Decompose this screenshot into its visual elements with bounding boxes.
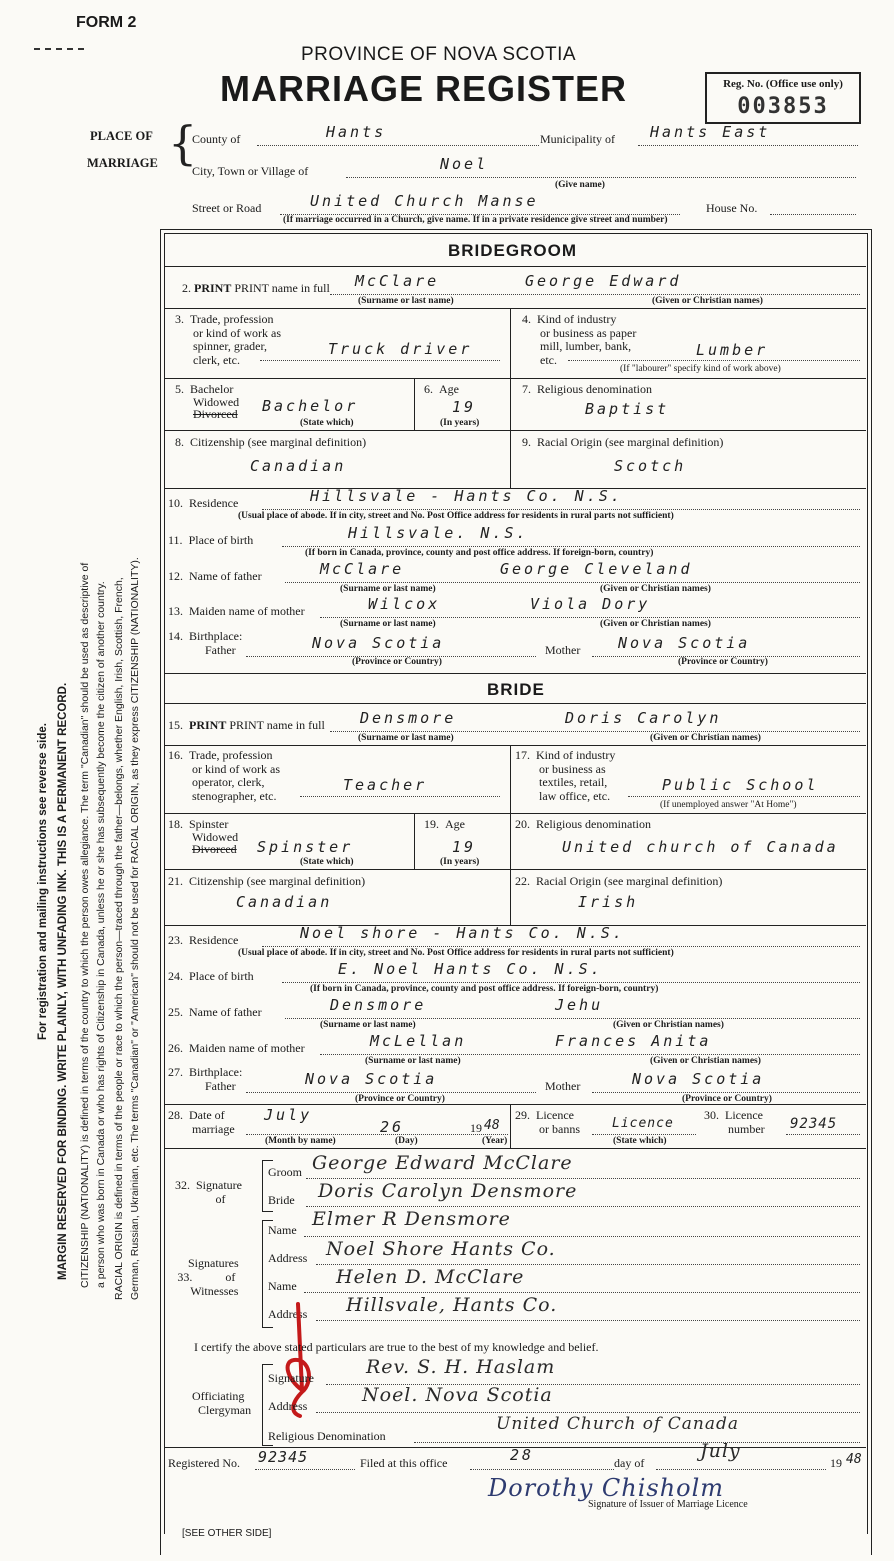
groom-religion-label: 7. Religious denomination bbox=[522, 382, 652, 396]
mother-given-note: (Given or Christian names) bbox=[600, 619, 711, 629]
groom-surname: McClare bbox=[355, 272, 440, 290]
bride-bp-father-label: Father bbox=[205, 1079, 236, 1093]
groom-sig-label: Groom bbox=[268, 1165, 302, 1179]
bride-industry-note: (If unemployed answer "At Home") bbox=[660, 800, 797, 810]
clergy-denom-label: Religious Denomination bbox=[268, 1429, 386, 1443]
print-word: PRINT bbox=[194, 281, 232, 295]
witness2-address: Hillsvale, Hants Co. bbox=[346, 1294, 558, 1316]
reg-no-label: Reg. No. (Office use only) bbox=[723, 78, 843, 90]
bride-name-label: 15. PRINT PRINT name in full bbox=[168, 718, 325, 732]
groom-racial: Scotch bbox=[614, 457, 687, 475]
licence-label: 29. Licence or banns bbox=[515, 1108, 580, 1136]
street-note: (If marriage occurred in a Church, give name. If in a private residence give street and number) bbox=[283, 215, 668, 225]
licence-no-value: 92345 bbox=[790, 1116, 838, 1132]
witness1-name-label: Name bbox=[268, 1223, 297, 1237]
signature-label: 32. Signature of bbox=[175, 1178, 242, 1206]
marriage-year: 48 bbox=[484, 1118, 500, 1133]
bride-residence-note: (Usual place of abode. If in city, street and No. Post Office address for residents in rural parts not sufficient) bbox=[238, 948, 674, 958]
bride-father-given: Jehu bbox=[555, 996, 604, 1014]
witness2-name-label: Name bbox=[268, 1279, 297, 1293]
bride-sig-label: Bride bbox=[268, 1193, 295, 1207]
month-note: (Month by name) bbox=[265, 1136, 336, 1146]
filed-month: July bbox=[700, 1440, 741, 1462]
bride-father-label: 25. Name of father bbox=[168, 1005, 262, 1019]
groom-industry-label: 4. Kind of industry or business as paper mill, lumber, bank, etc. bbox=[522, 312, 637, 367]
licence-no-label: 30. Licence number bbox=[704, 1108, 765, 1136]
issuer-label: Signature of Issuer of Marriage Licence bbox=[588, 1499, 748, 1510]
witness1-address-label: Address bbox=[268, 1251, 308, 1265]
bride-mother-surname-note: (Surname or last name) bbox=[365, 1056, 461, 1066]
registered-label: Registered No. bbox=[168, 1456, 240, 1470]
bride-father-given-note: (Given or Christian names) bbox=[613, 1020, 724, 1030]
bride-bp-father: Nova Scotia bbox=[305, 1070, 438, 1088]
groom-age-label: 6. Age bbox=[424, 382, 459, 396]
witness1-address: Noel Shore Hants Co. bbox=[326, 1238, 556, 1260]
licence-value: Licence bbox=[612, 1116, 674, 1131]
bride-heading: BRIDE bbox=[487, 680, 545, 699]
bride-trade: Teacher bbox=[343, 776, 428, 794]
page-mark bbox=[34, 48, 84, 50]
bride-given: Doris Carolyn bbox=[565, 709, 722, 727]
groom-mother-surname: Wilcox bbox=[368, 595, 441, 613]
surname-note: (Surname or last name) bbox=[358, 296, 454, 306]
groom-status: Bachelor bbox=[262, 397, 359, 415]
groom-industry-note: (If "labourer" specify kind of work above) bbox=[620, 364, 781, 374]
groom-trade: Truck driver bbox=[328, 340, 473, 358]
groom-mother-label: 13. Maiden name of mother bbox=[168, 604, 305, 618]
groom-father-label: 12. Name of father bbox=[168, 569, 262, 583]
margin-binding-notice: MARGIN RESERVED FOR BINDING. WRITE PLAINLY, WITH UNFADING INK. THIS IS A PERMANENT RECORD. bbox=[57, 682, 69, 1280]
licence-note: (State which) bbox=[613, 1136, 667, 1146]
county-value: Hants bbox=[326, 123, 387, 141]
filed-year: 48 bbox=[846, 1452, 862, 1467]
city-label: City, Town or Village of bbox=[192, 164, 309, 178]
form-label: FORM 2 bbox=[76, 14, 137, 31]
bride-state-which: (State which) bbox=[300, 857, 354, 867]
margin-racial-def-1: RACIAL ORIGIN is defined in terms of the people or race to which the person—traced through the father—belongs, whether English, Irish, Scottish, French, bbox=[113, 577, 125, 1300]
birthplace-note: (If born in Canada, province, county and post office address. If foreign-born, country) bbox=[305, 548, 654, 558]
margin-instructions: For registration and mailing instructions see reverse side. bbox=[37, 723, 49, 1040]
street-value: United Church Manse bbox=[310, 192, 539, 210]
groom-bp-mother-label: Mother bbox=[545, 643, 581, 657]
bride-religion-label: 20. Religious denomination bbox=[515, 817, 651, 831]
bride-racial: Irish bbox=[578, 893, 639, 911]
reg-no-box bbox=[705, 72, 861, 124]
groom-father-given: George Cleveland bbox=[500, 560, 693, 578]
bride-bp-mother-note: (Province or Country) bbox=[682, 1094, 772, 1104]
groom-mother-given: Viola Dory bbox=[530, 595, 651, 613]
bride-industry: Public School bbox=[662, 776, 819, 794]
bride-status-label: 18. Spinster Widowed Divorced bbox=[168, 817, 239, 856]
certify-text: I certify the above stated particulars are true to the best of my knowledge and belief. bbox=[194, 1340, 599, 1354]
mother-surname-note: (Surname or last name) bbox=[340, 619, 436, 629]
groom-religion: Baptist bbox=[585, 400, 670, 418]
filed-label: Filed at this office bbox=[360, 1456, 448, 1470]
witness1-name: Elmer R Densmore bbox=[312, 1208, 511, 1230]
groom-bp-father-label: Father bbox=[205, 643, 236, 657]
groom-bp-father-note: (Province or Country) bbox=[352, 657, 442, 667]
bride-bp-mother: Nova Scotia bbox=[632, 1070, 765, 1088]
bride-mother-given-note: (Given or Christian names) bbox=[650, 1056, 761, 1066]
clergy-address-label: Address bbox=[268, 1399, 308, 1413]
place-brace: { bbox=[168, 116, 198, 170]
bride-mother-given: Frances Anita bbox=[555, 1032, 712, 1050]
bride-signature: Doris Carolyn Densmore bbox=[318, 1180, 578, 1202]
groom-residence-label: 10. Residence bbox=[168, 496, 239, 510]
witness2-name: Helen D. McClare bbox=[336, 1266, 525, 1288]
give-name-note: (Give name) bbox=[555, 180, 605, 190]
marriage-month: July bbox=[264, 1106, 313, 1124]
groom-status-label: 5. Bachelor Widowed Divorced bbox=[175, 382, 240, 421]
clergy-address: Noel. Nova Scotia bbox=[362, 1384, 553, 1406]
bride-bp-mother-label: Mother bbox=[545, 1079, 581, 1093]
bride-surname-note: (Surname or last name) bbox=[358, 733, 454, 743]
place-label-2: MARRIAGE bbox=[87, 156, 158, 170]
bride-citizenship: Canadian bbox=[236, 893, 333, 911]
margin-citizenship-def-1: CITIZENSHIP (NATIONALITY) is defined in terms of the country to which the person owes allegiance. The term "Canadian" should be used as descriptive of bbox=[79, 562, 91, 1288]
state-which-note: (State which) bbox=[300, 418, 354, 428]
bride-industry-label: 17. Kind of industry or business as textiles, retail, law office, etc. bbox=[515, 748, 616, 803]
bride-birthplace: E. Noel Hants Co. N.S. bbox=[338, 960, 603, 978]
marriage-day: 26 bbox=[380, 1118, 405, 1136]
day-of-label: day of bbox=[614, 1456, 645, 1470]
groom-residence: Hillsvale - Hants Co. N.S. bbox=[310, 487, 623, 505]
father-surname-note: (Surname or last name) bbox=[340, 584, 436, 594]
margin-citizenship-def-2: a person who was born in Canada or who has rights of Citizenship in Canada, unless he or she has subsequently become the citizen of another country. bbox=[95, 581, 107, 1288]
groom-given: George Edward bbox=[525, 272, 682, 290]
county-label: County of bbox=[192, 132, 241, 146]
bride-religion: United church of Canada bbox=[562, 838, 839, 856]
bridegroom-heading: BRIDEGROOM bbox=[448, 241, 577, 260]
bride-status: Spinster bbox=[257, 838, 354, 856]
residence-note: (Usual place of abode. If in city, street and No. Post Office address for residents in rural parts not sufficient) bbox=[238, 511, 674, 521]
margin-racial-def-2: German, Russian, Ukrainian, etc. The terms "Canadian" or "American" should not be used for RACIAL ORIGIN, as they express CITIZENSHIP (NATIONALITY). bbox=[129, 557, 141, 1300]
bride-racial-label: 22. Racial Origin (see marginal definition) bbox=[515, 874, 723, 888]
groom-birthplace: Hillsvale. N.S. bbox=[348, 524, 529, 542]
groom-racial-label: 9. Racial Origin (see marginal definition) bbox=[522, 435, 724, 449]
groom-citizenship: Canadian bbox=[250, 457, 347, 475]
groom-age: 19 bbox=[452, 398, 477, 416]
given-note: (Given or Christian names) bbox=[652, 296, 763, 306]
place-label-1: PLACE OF bbox=[90, 129, 153, 143]
marriage-year-prefix: 19 bbox=[470, 1121, 482, 1135]
see-other-side: [SEE OTHER SIDE] bbox=[182, 1528, 272, 1539]
bride-age-label: 19. Age bbox=[424, 817, 465, 831]
date-label: 28. Date of marriage bbox=[168, 1108, 235, 1136]
groom-bp-label: 14. Birthplace: bbox=[168, 629, 243, 643]
groom-citizenship-label: 8. Citizenship (see marginal definition) bbox=[175, 435, 367, 449]
bride-mother-label: 26. Maiden name of mother bbox=[168, 1041, 305, 1055]
bride-in-years: (In years) bbox=[440, 857, 480, 867]
bride-father-surname: Densmore bbox=[330, 996, 427, 1014]
groom-signature: George Edward McClare bbox=[312, 1152, 573, 1174]
clergy-signature-label: Signature bbox=[268, 1371, 314, 1385]
municipality-label: Municipality of bbox=[540, 132, 615, 146]
bride-citizenship-label: 21. Citizenship (see marginal definition) bbox=[168, 874, 366, 888]
reg-no-value: 003853 bbox=[737, 94, 829, 119]
year-note: (Year) bbox=[482, 1136, 508, 1146]
filed-day: 28 bbox=[510, 1446, 535, 1464]
father-given-note: (Given or Christian names) bbox=[600, 584, 711, 594]
groom-bp-father: Nova Scotia bbox=[312, 634, 445, 652]
day-note: (Day) bbox=[395, 1136, 418, 1146]
registered-no: 92345 bbox=[258, 1448, 309, 1466]
bride-birthplace-label: 24. Place of birth bbox=[168, 969, 254, 983]
clergy-label: Officiating Clergyman bbox=[192, 1389, 252, 1417]
bride-father-surname-note: (Surname or last name) bbox=[320, 1020, 416, 1030]
bride-residence-label: 23. Residence bbox=[168, 933, 239, 947]
bride-residence: Noel shore - Hants Co. N.S. bbox=[300, 924, 625, 942]
bride-birthplace-note: (If born in Canada, province, county and post office address. If foreign-born, country) bbox=[310, 984, 659, 994]
bride-bp-label: 27. Birthplace: bbox=[168, 1065, 243, 1079]
clergy-denom: United Church of Canada bbox=[496, 1414, 739, 1434]
groom-bp-mother-note: (Province or Country) bbox=[678, 657, 768, 667]
clergy-signature: Rev. S. H. Haslam bbox=[366, 1356, 556, 1378]
issuer-signature: Dorothy Chisholm bbox=[488, 1474, 725, 1502]
bride-mother-surname: McLellan bbox=[370, 1032, 467, 1050]
province-title: PROVINCE OF NOVA SCOTIA bbox=[301, 44, 577, 65]
page-title: MARRIAGE REGISTER bbox=[220, 68, 628, 109]
bride-age: 19 bbox=[452, 838, 477, 856]
municipality-value: Hants East bbox=[650, 123, 771, 141]
groom-bp-mother: Nova Scotia bbox=[618, 634, 751, 652]
bride-bp-father-note: (Province or Country) bbox=[355, 1094, 445, 1104]
bride-trade-label: 16. Trade, profession or kind of work as operator, clerk, stenographer, etc. bbox=[168, 748, 280, 803]
groom-father-surname: McClare bbox=[320, 560, 405, 578]
house-label: House No. bbox=[706, 201, 758, 215]
groom-trade-label: 3. Trade, profession or kind of work as spinner, grader, clerk, etc. bbox=[175, 312, 281, 367]
groom-industry: Lumber bbox=[696, 341, 769, 359]
street-label: Street or Road bbox=[192, 201, 262, 215]
bride-given-note: (Given or Christian names) bbox=[650, 733, 761, 743]
groom-name-label: 2. PRINT PRINT name in full bbox=[182, 281, 330, 295]
city-value: Noel bbox=[440, 155, 489, 173]
witness2-address-label: Address bbox=[268, 1307, 308, 1321]
bride-surname: Densmore bbox=[360, 709, 457, 727]
witness-label: Signatures 33. of Witnesses bbox=[177, 1256, 239, 1298]
groom-birthplace-label: 11. Place of birth bbox=[168, 533, 254, 547]
in-years-note: (In years) bbox=[440, 418, 480, 428]
filed-year-prefix: 19 bbox=[830, 1456, 842, 1470]
